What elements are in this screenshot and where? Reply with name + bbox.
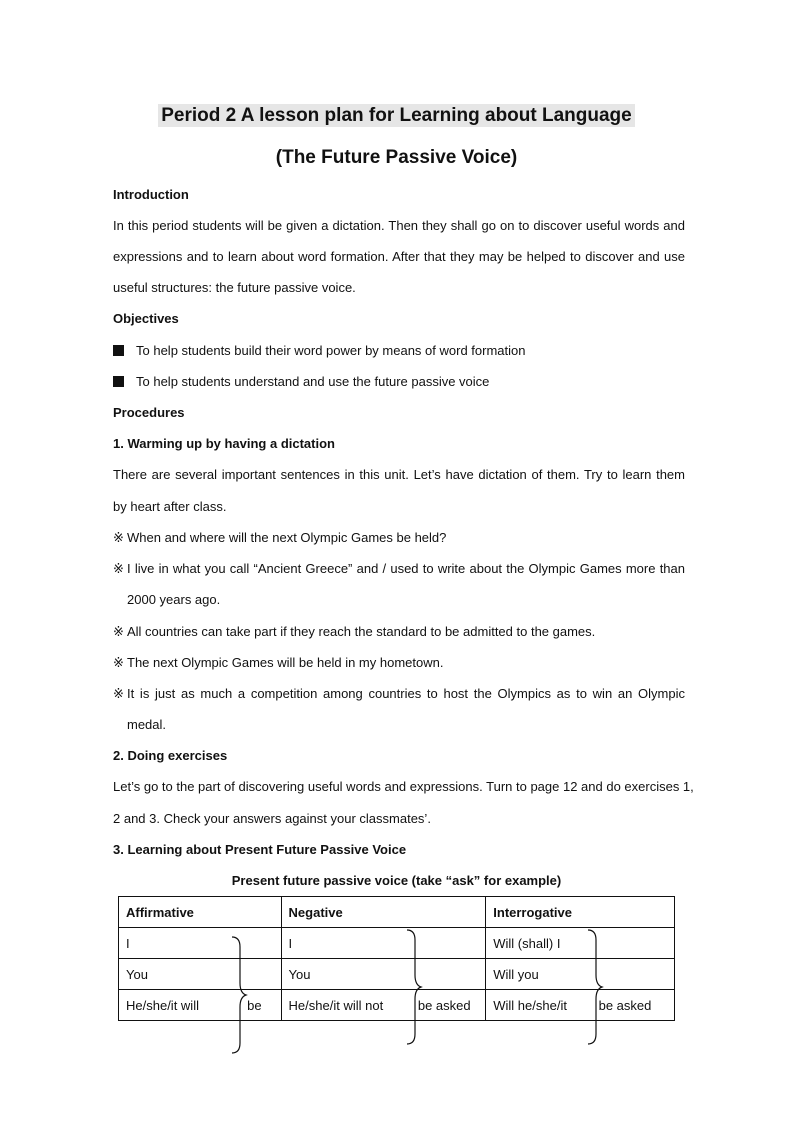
table-cell: He/she/it will <box>119 990 241 1021</box>
objective-item <box>113 374 685 390</box>
procedures-heading: Procedures <box>113 405 185 420</box>
document-title <box>0 105 793 127</box>
step2-line: 2 and 3. Check your answers against your classmates’. <box>113 811 431 826</box>
introduction-line: useful structures: the future passive voice. <box>113 280 356 295</box>
objective-text: To help students build their word power by means of word formation <box>136 343 526 358</box>
step1-heading: 1. Warming up by having a dictation <box>113 436 335 451</box>
introduction-heading: Introduction <box>113 187 189 202</box>
table-cell <box>592 928 675 959</box>
header-negative: Negative <box>281 897 486 928</box>
table-cell: I <box>119 928 241 959</box>
sentence-text: All countries can take part if they reach the standard to be admitted to the games. <box>127 624 596 639</box>
step2-heading: 2. Doing exercises <box>113 748 228 763</box>
table-cell: You <box>119 959 241 990</box>
dictation-sentence <box>113 624 685 640</box>
table-cell: Will you <box>486 959 592 990</box>
step3-heading: 3. Learning about Present Future Passive Voice <box>113 842 407 857</box>
reference-mark-icon: ※ <box>113 561 124 576</box>
table-cell: You <box>281 959 411 990</box>
table-cell: He/she/it will not <box>281 990 411 1021</box>
square-bullet-icon <box>113 345 124 356</box>
table-cell: Will he/she/it <box>486 990 592 1021</box>
square-bullet-icon <box>113 376 124 387</box>
dictation-sentence <box>113 655 685 671</box>
step1-line: by heart after class. <box>113 499 227 514</box>
dictation-sentence <box>113 561 685 577</box>
objective-item <box>113 343 685 359</box>
table-header-row <box>119 897 675 928</box>
table-cell: I <box>281 928 411 959</box>
dictation-sentence-continuation: 2000 years ago. <box>127 592 221 607</box>
sentence-text: It is just as much a competition among countries to host the Olympics as to win an Olympic <box>127 686 685 701</box>
document-subtitle: (The Future Passive Voice) <box>275 147 518 168</box>
right-brace-icon <box>584 928 604 1046</box>
step1-line: There are several important sentences in this unit. Let’s have dictation of them. Try to learn them <box>113 467 685 482</box>
sentence-text: I live in what you call “Ancient Greece” and / used to write about the Olympic Games more than <box>127 561 685 576</box>
dictation-sentence <box>113 686 685 702</box>
reference-mark-icon: ※ <box>113 530 124 545</box>
header-interrogative: Interrogative <box>486 897 675 928</box>
table-cell <box>592 959 675 990</box>
objectives-heading: Objectives <box>113 311 179 326</box>
introduction-line: In this period students will be given a dictation. Then they shall go on to discover useful words and <box>113 218 685 233</box>
reference-mark-icon: ※ <box>113 655 124 670</box>
reference-mark-icon: ※ <box>113 624 124 639</box>
title-main: Period 2 A lesson plan for Learning about Language <box>158 104 634 127</box>
table-cell: Will (shall) I <box>486 928 592 959</box>
introduction-line: expressions and to learn about word formation. After that they may be helped to discover and use <box>113 249 685 264</box>
table-cell: be asked <box>592 990 675 1021</box>
dictation-sentence <box>113 530 685 546</box>
table-cell: be <box>240 990 281 1021</box>
objective-text: To help students understand and use the future passive voice <box>136 374 490 389</box>
reference-mark-icon: ※ <box>113 686 124 701</box>
header-affirmative: Affirmative <box>119 897 282 928</box>
step2-line: Let’s go to the part of discovering useful words and expressions. Turn to page 12 and do exercises 1, <box>113 779 694 794</box>
right-brace-icon <box>228 935 248 1055</box>
sentence-text: The next Olympic Games will be held in my hometown. <box>127 655 444 670</box>
right-brace-icon <box>403 928 423 1046</box>
table-caption: Present future passive voice (take “ask” for example) <box>231 873 562 888</box>
table-cell: be asked <box>411 990 486 1021</box>
sentence-text: When and where will the next Olympic Games be held? <box>127 530 447 545</box>
dictation-sentence-continuation: medal. <box>127 717 167 732</box>
